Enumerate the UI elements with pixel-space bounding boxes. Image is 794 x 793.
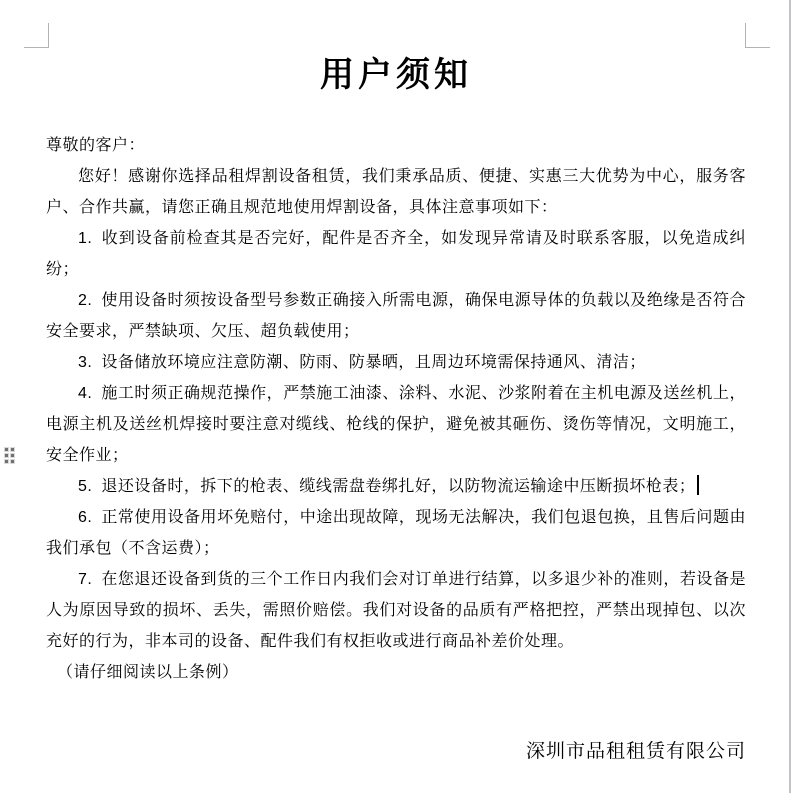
salutation[interactable]: 尊敬的客户： <box>46 137 146 154</box>
list-item-6[interactable] <box>46 502 746 564</box>
item-text: 正常使用设备用坏免赔付，中途出现故障，现场无法解决，我们包退包换，且售后问题由我们承包（不含运费）； <box>46 509 746 557</box>
document-content <box>46 52 746 767</box>
item-number: 7. <box>78 571 93 588</box>
item-number: 5. <box>78 478 93 495</box>
closing-note[interactable]: （请仔细阅读以上条例） <box>57 664 239 681</box>
list-item-2[interactable] <box>46 285 746 347</box>
page-title: 用户须知 <box>320 57 472 94</box>
list-item-5[interactable] <box>46 471 746 502</box>
drag-dot <box>5 448 8 451</box>
text-cursor <box>697 475 699 495</box>
drag-dot <box>5 454 8 457</box>
item-text: 收到设备前检查其是否完好，配件是否齐全，如发现异常请及时联系客服，以免造成纠纷； <box>46 230 746 278</box>
drag-dot <box>11 460 14 463</box>
item-number: 6. <box>78 509 93 526</box>
intro-paragraph[interactable]: 您好！感谢你选择品租焊割设备租赁，我们秉承品质、便捷、实惠三大优势为中心，服务客户、合作共赢，请您正确且规范地使用焊割设备，具体注意事项如下： <box>46 168 746 216</box>
item-text: 设备储放环境应注意防潮、防雨、防暴晒，且周边环境需保持通风、清洁； <box>101 354 646 371</box>
list-item-7[interactable] <box>46 564 746 657</box>
drag-dot <box>11 448 14 451</box>
item-text: 施工时须正确规范操作，严禁施工油漆、涂料、水泥、沙浆附着在主机电源及送丝机上，电源主机及送丝机焊接时要注意对缆线、枪线的保护，避免被其砸伤、烫伤等情况，文明施工，安全作业； <box>46 385 746 464</box>
drag-dot <box>5 460 8 463</box>
item-number: 1. <box>78 230 93 247</box>
margin-mark-top-left-icon <box>24 23 49 48</box>
page-right-edge <box>789 0 791 793</box>
list-item-1[interactable] <box>46 223 746 285</box>
item-text: 使用设备时须按设备型号参数正确接入所需电源，确保电源导体的负载以及绝缘是否符合安全要求，严禁缺项、欠压、超负载使用； <box>46 292 746 340</box>
item-number: 2. <box>78 292 93 309</box>
drag-handle-icon[interactable] <box>5 448 14 463</box>
item-number: 3. <box>78 354 93 371</box>
item-text: 退还设备时，拆下的枪表、缆线需盘卷绑扎好，以防物流运输途中压断损坏枪表； <box>101 478 696 495</box>
item-number: 4. <box>78 385 93 402</box>
list-item-4[interactable] <box>46 378 746 471</box>
item-text: 在您退还设备到货的三个工作日内我们会对订单进行结算，以多退少补的准则，若设备是人为原因导致的损坏、丢失，需照价赔偿。我们对设备的品质有严格把控，严禁出现掉包、以次充好的行为，非本司的设备、配件我们有权拒收或进行商品补差价处理。 <box>46 571 746 650</box>
margin-mark-top-right-icon <box>745 23 770 48</box>
company-signature[interactable]: 深圳市品租租赁有限公司 <box>525 741 746 762</box>
list-item-3[interactable] <box>46 347 746 378</box>
drag-dot <box>11 454 14 457</box>
